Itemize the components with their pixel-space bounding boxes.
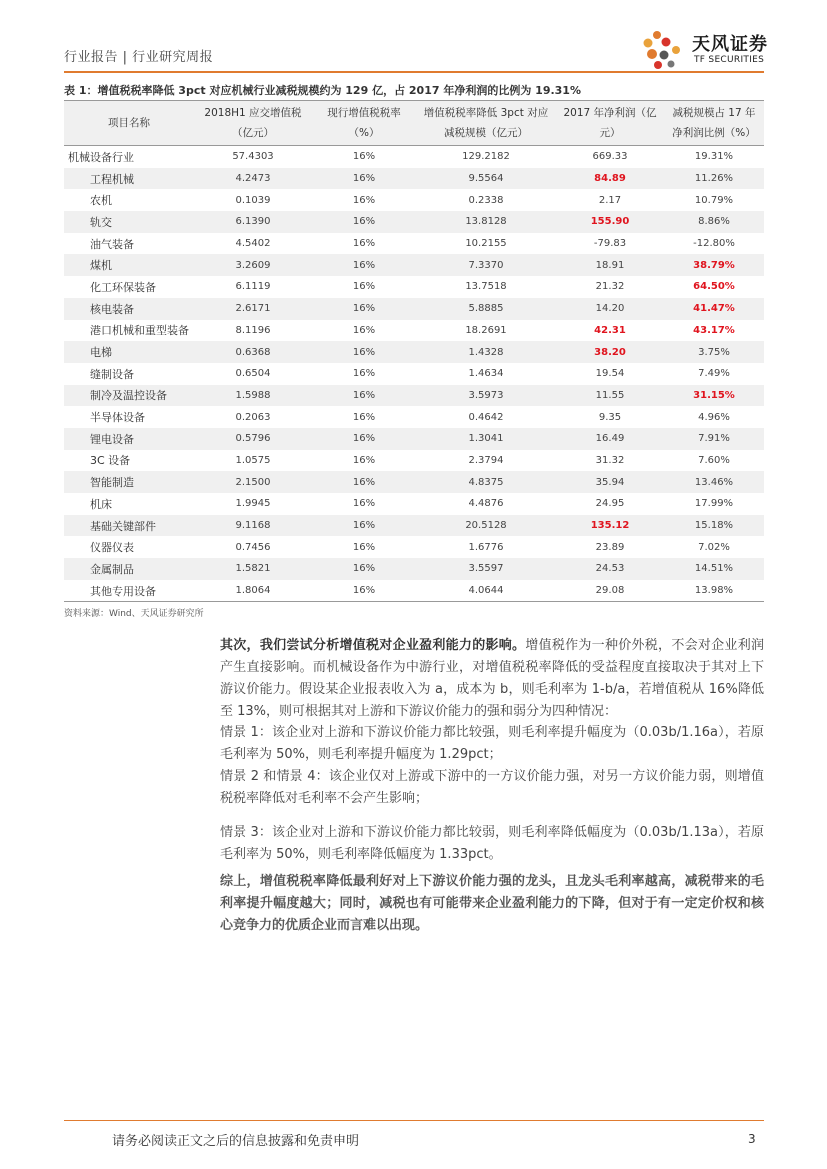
cell-reduction: 7.3370 bbox=[416, 254, 556, 276]
cell-ratio: 64.50% bbox=[693, 281, 735, 293]
table-row bbox=[64, 515, 764, 537]
cell-net-profit: 14.20 bbox=[556, 298, 664, 320]
cell-reduction: 129.2182 bbox=[462, 151, 510, 163]
cell-vat-payable: 4.5402 bbox=[235, 238, 271, 250]
table-caption: 表 1：增值税税率降低 3pct 对应机械行业减税规模约为 129 亿，占 2017 年净利润的比例为 19.31% bbox=[64, 84, 581, 97]
cell-vat-payable: 2.1500 bbox=[194, 471, 312, 493]
table-row bbox=[64, 406, 764, 428]
cell-net-profit: 31.32 bbox=[595, 454, 625, 466]
table-row bbox=[64, 385, 764, 407]
cell-item-name: 其他专用设备 bbox=[64, 580, 194, 602]
report-section-header: 行业报告 | 行业研究周报 bbox=[64, 50, 214, 65]
cell-vat-payable: 0.5796 bbox=[194, 428, 312, 450]
cell-vat-payable: 6.1119 bbox=[235, 281, 271, 293]
footer-divider bbox=[64, 1120, 764, 1121]
cell-rate: 16% bbox=[352, 541, 376, 553]
cell-ratio: 8.86% bbox=[664, 211, 764, 233]
table-header-row bbox=[64, 101, 764, 146]
cell-reduction: 1.4634 bbox=[468, 368, 504, 380]
cell-net-profit: 29.08 bbox=[556, 580, 664, 602]
paragraph-analysis bbox=[220, 635, 764, 723]
paragraph-scenario-3: 情景 3：该企业对上游和下游议价能力都比较弱，则毛利率降低幅度为（0.03b/1.13a），若原毛利率为 50%，则毛利率降低幅度为 1.33pct。 bbox=[220, 825, 764, 862]
cell-net-profit: 2.17 bbox=[598, 194, 622, 206]
cell-rate: 16% bbox=[312, 558, 416, 580]
cell-ratio: 7.60% bbox=[698, 454, 730, 466]
cell-net-profit: 23.89 bbox=[595, 541, 625, 553]
logo-english-name: TF SECURITIES bbox=[694, 55, 765, 65]
cell-rate: 16% bbox=[352, 281, 376, 293]
table-row bbox=[64, 341, 764, 363]
cell-ratio: 11.26% bbox=[664, 168, 764, 190]
header-net-profit: 2017 年净利润（亿元） bbox=[556, 101, 664, 146]
cell-item-name: 锂电设备 bbox=[64, 428, 194, 450]
cell-item-name: 轨交 bbox=[64, 211, 194, 233]
cell-net-profit: 35.94 bbox=[556, 471, 664, 493]
table-row bbox=[64, 320, 764, 342]
cell-ratio: 13.46% bbox=[664, 471, 764, 493]
table-row bbox=[64, 363, 764, 385]
cell-ratio: 43.17% bbox=[693, 324, 735, 336]
logo-chinese-name: 天风证券 bbox=[692, 34, 768, 55]
tf-securities-logo bbox=[640, 28, 770, 72]
paragraph-scenario-2-4: 情景 2 和情景 4：该企业仅对上游或下游中的一方议价能力强，对另一方议价能力弱，则增值税税率降低对毛利率不会产生影响； bbox=[220, 769, 764, 806]
paragraph-rest: 增值税作为一种价外税，不会对企业利润产生直接影响。而机械设备作为中游行业，对增值税税率降低的受益程度直接取决于其对上下游议价能力。假设某企业报表收入为 a，成本为 b，则毛利率为 1-b/a，若增值税从 16%降低至 13%，则可根据其对上游和下游议价能力的强和弱分为四种情况： bbox=[220, 638, 764, 719]
cell-rate: 16% bbox=[312, 580, 416, 602]
cell-item-name: 化工环保装备 bbox=[90, 280, 156, 294]
cell-reduction: 4.8375 bbox=[416, 471, 556, 493]
cell-net-profit: 18.91 bbox=[556, 254, 664, 276]
cell-ratio: 13.98% bbox=[664, 580, 764, 602]
cell-ratio: 4.96% bbox=[698, 411, 730, 423]
cell-vat-payable: 0.2063 bbox=[235, 411, 271, 423]
table-row bbox=[64, 276, 764, 298]
cell-reduction: 13.8128 bbox=[416, 211, 556, 233]
page-number: 3 bbox=[748, 1132, 756, 1146]
cell-reduction: 1.4328 bbox=[416, 341, 556, 363]
cell-rate: 16% bbox=[312, 471, 416, 493]
cell-item-name: 农机 bbox=[90, 194, 112, 208]
cell-reduction: 0.2338 bbox=[468, 194, 504, 206]
cell-reduction: 2.3794 bbox=[468, 454, 504, 466]
cell-rate: 16% bbox=[312, 168, 416, 190]
cell-reduction: 9.5564 bbox=[416, 168, 556, 190]
cell-item-name: 电梯 bbox=[64, 341, 194, 363]
cell-reduction: 5.8885 bbox=[416, 298, 556, 320]
cell-rate: 16% bbox=[352, 194, 376, 206]
table-row bbox=[64, 254, 764, 276]
cell-net-profit: 21.32 bbox=[595, 281, 625, 293]
header-divider bbox=[64, 71, 764, 73]
cell-item-name: 机械设备行业 bbox=[68, 150, 134, 164]
cell-ratio: 14.51% bbox=[664, 558, 764, 580]
header-current-rate: 现行增值税税率（%） bbox=[312, 101, 416, 146]
cell-reduction: 13.7518 bbox=[465, 281, 507, 293]
header-item-name: 项目名称 bbox=[64, 101, 194, 146]
cell-ratio: 38.79% bbox=[664, 254, 764, 276]
paragraph-conclusion: 综上，增值税税率降低最利好对上下游议价能力强的龙头，且龙头毛利率越高，减税带来的毛利率提升幅度越大；同时，减税也有可能带来企业盈利能力的下降，但对于有一定定价权和核心竞争力的优质企业而言难以出现。 bbox=[220, 874, 764, 933]
table-row bbox=[64, 146, 764, 168]
cell-rate: 16% bbox=[352, 368, 376, 380]
cell-vat-payable: 1.8064 bbox=[194, 580, 312, 602]
cell-reduction: 0.4642 bbox=[468, 411, 504, 423]
cell-vat-payable: 6.1390 bbox=[194, 211, 312, 233]
cell-rate: 16% bbox=[312, 341, 416, 363]
table-row bbox=[64, 298, 764, 320]
cell-reduction: 3.5973 bbox=[416, 385, 556, 407]
cell-ratio: 17.99% bbox=[694, 498, 734, 510]
header-tax-reduction: 增值税税率降低 3pct 对应减税规模（亿元） bbox=[416, 101, 556, 146]
cell-vat-payable: 0.1039 bbox=[235, 194, 271, 206]
cell-item-name: 金属制品 bbox=[64, 558, 194, 580]
cell-rate: 16% bbox=[312, 428, 416, 450]
cell-net-profit: -79.83 bbox=[593, 238, 627, 250]
cell-rate: 16% bbox=[312, 298, 416, 320]
cell-vat-payable: 3.2609 bbox=[194, 254, 312, 276]
table-row bbox=[64, 428, 764, 450]
table-row bbox=[64, 450, 764, 472]
cell-net-profit: 19.54 bbox=[595, 368, 625, 380]
cell-vat-payable: 2.6171 bbox=[194, 298, 312, 320]
cell-ratio: 7.91% bbox=[664, 428, 764, 450]
cell-net-profit: 38.20 bbox=[556, 341, 664, 363]
cell-net-profit: 11.55 bbox=[556, 385, 664, 407]
cell-rate: 16% bbox=[312, 254, 416, 276]
cell-item-name: 煤机 bbox=[64, 254, 194, 276]
cell-reduction: 10.2155 bbox=[465, 238, 507, 250]
cell-rate: 16% bbox=[352, 411, 376, 423]
table-row bbox=[64, 211, 764, 233]
cell-rate: 16% bbox=[352, 151, 376, 163]
cell-reduction: 1.3041 bbox=[416, 428, 556, 450]
cell-vat-payable: 8.1196 bbox=[235, 324, 271, 336]
cell-vat-payable: 1.0575 bbox=[235, 454, 271, 466]
table-row bbox=[64, 558, 764, 580]
cell-ratio: 41.47% bbox=[664, 298, 764, 320]
table-body bbox=[64, 146, 764, 602]
flower-logo-icon bbox=[640, 28, 686, 72]
cell-net-profit: 42.31 bbox=[594, 324, 626, 336]
cell-item-name: 基础关键部件 bbox=[64, 515, 194, 537]
cell-net-profit: 24.95 bbox=[595, 498, 625, 510]
cell-net-profit: 155.90 bbox=[556, 211, 664, 233]
cell-ratio: 7.49% bbox=[698, 368, 730, 380]
cell-rate: 16% bbox=[352, 238, 376, 250]
cell-reduction: 3.5597 bbox=[416, 558, 556, 580]
table-row bbox=[64, 580, 764, 602]
cell-ratio: 19.31% bbox=[694, 151, 734, 163]
cell-vat-payable: 9.1168 bbox=[194, 515, 312, 537]
cell-ratio: 10.79% bbox=[694, 194, 734, 206]
table-row bbox=[64, 233, 764, 255]
cell-item-name: 缝制设备 bbox=[90, 367, 134, 381]
cell-reduction: 20.5128 bbox=[416, 515, 556, 537]
cell-vat-payable: 4.2473 bbox=[194, 168, 312, 190]
table-row bbox=[64, 168, 764, 190]
cell-item-name: 制冷及温控设备 bbox=[64, 385, 194, 407]
cell-item-name: 机床 bbox=[90, 497, 112, 511]
cell-net-profit: 669.33 bbox=[592, 151, 628, 163]
table-source: 资料来源：Wind、天风证券研究所 bbox=[64, 609, 204, 619]
tax-reduction-table bbox=[64, 100, 764, 602]
cell-rate: 16% bbox=[312, 385, 416, 407]
paragraph-scenario-1: 情景 1：该企业对上游和下游议价能力都比较强，则毛利率提升幅度为（0.03b/1.16a），若原毛利率为 50%，则毛利率提升幅度为 1.29pct； bbox=[220, 725, 764, 762]
cell-ratio: -12.80% bbox=[693, 238, 735, 250]
cell-item-name: 核电装备 bbox=[64, 298, 194, 320]
cell-ratio: 7.02% bbox=[698, 541, 730, 553]
cell-ratio: 15.18% bbox=[664, 515, 764, 537]
cell-net-profit: 9.35 bbox=[598, 411, 622, 423]
header-vat-payable: 2018H1 应交增值税（亿元） bbox=[194, 101, 312, 146]
cell-rate: 16% bbox=[312, 211, 416, 233]
cell-vat-payable: 1.5821 bbox=[194, 558, 312, 580]
table-row bbox=[64, 471, 764, 493]
cell-item-name: 工程机械 bbox=[64, 168, 194, 190]
cell-rate: 16% bbox=[352, 454, 376, 466]
cell-vat-payable: 1.5988 bbox=[194, 385, 312, 407]
cell-net-profit: 135.12 bbox=[556, 515, 664, 537]
cell-vat-payable: 0.6504 bbox=[235, 368, 271, 380]
table-row bbox=[64, 536, 764, 558]
cell-rate: 16% bbox=[352, 498, 376, 510]
table-row bbox=[64, 493, 764, 515]
cell-item-name: 半导体设备 bbox=[90, 411, 145, 425]
cell-net-profit: 84.89 bbox=[556, 168, 664, 190]
cell-item-name: 油气装备 bbox=[90, 237, 134, 251]
cell-ratio: 3.75% bbox=[664, 341, 764, 363]
cell-rate: 16% bbox=[312, 515, 416, 537]
cell-item-name: 3C 设备 bbox=[90, 454, 131, 468]
cell-net-profit: 16.49 bbox=[556, 428, 664, 450]
cell-vat-payable: 0.6368 bbox=[194, 341, 312, 363]
cell-vat-payable: 1.9945 bbox=[235, 498, 271, 510]
header-ratio: 减税规模占 17 年净利润比例（%） bbox=[664, 101, 764, 146]
cell-item-name: 仪器仪表 bbox=[90, 541, 134, 555]
cell-reduction: 1.6776 bbox=[468, 541, 504, 553]
cell-vat-payable: 0.7456 bbox=[235, 541, 271, 553]
cell-reduction: 18.2691 bbox=[465, 324, 507, 336]
paragraph-lead: 其次，我们尝试分析增值税对企业盈利能力的影响。 bbox=[220, 638, 526, 653]
cell-reduction: 4.4876 bbox=[468, 498, 504, 510]
cell-net-profit: 24.53 bbox=[556, 558, 664, 580]
cell-rate: 16% bbox=[352, 324, 376, 336]
cell-item-name: 智能制造 bbox=[64, 471, 194, 493]
table-row bbox=[64, 189, 764, 211]
cell-reduction: 4.0644 bbox=[416, 580, 556, 602]
cell-item-name: 港口机械和重型装备 bbox=[90, 324, 189, 338]
cell-ratio: 31.15% bbox=[664, 385, 764, 407]
cell-vat-payable: 57.4303 bbox=[232, 151, 274, 163]
footer-disclaimer: 请务必阅读正文之后的信息披露和免责申明 bbox=[112, 1134, 360, 1149]
